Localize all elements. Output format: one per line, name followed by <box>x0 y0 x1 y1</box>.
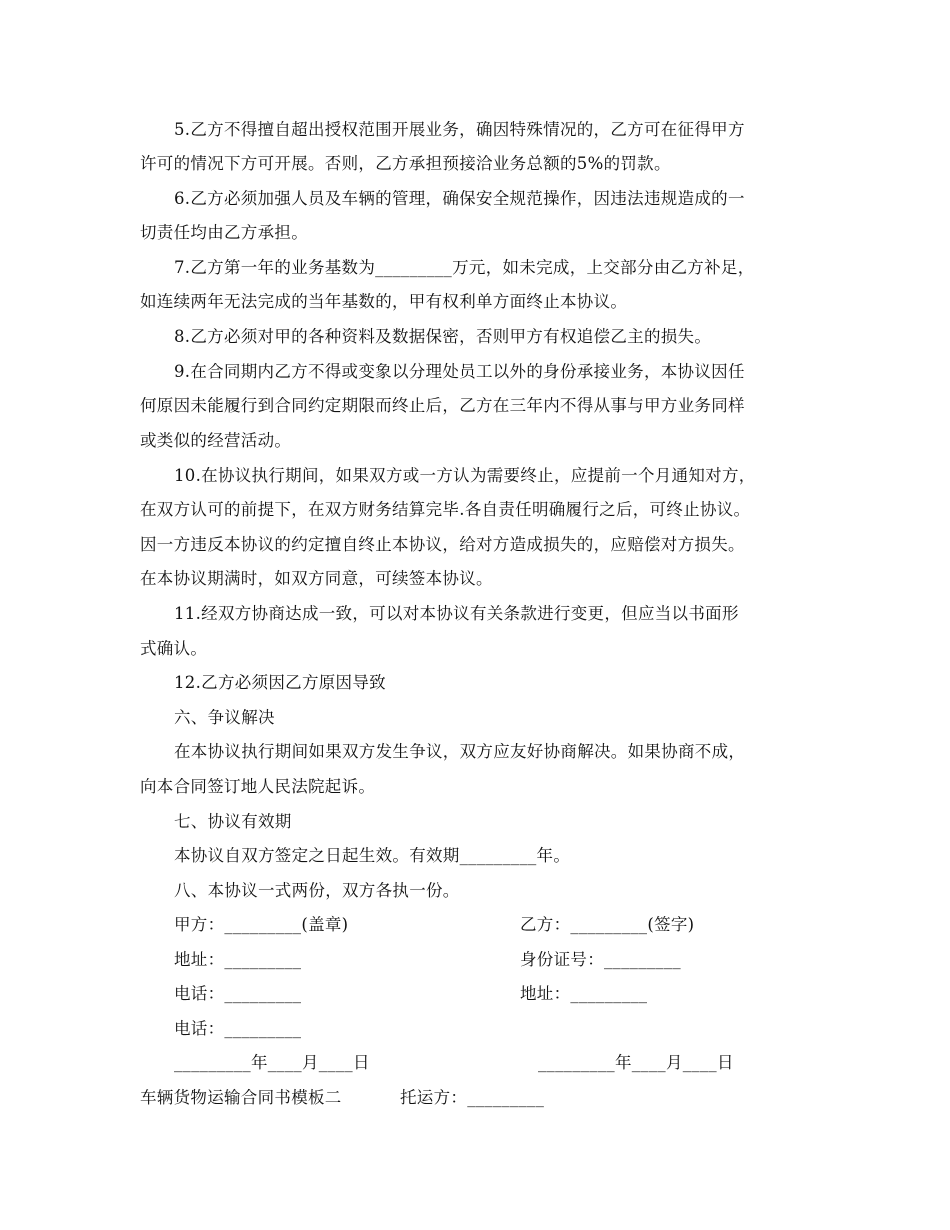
party-b-address: 地址：_________ <box>520 984 648 1003</box>
clause-5-line-1: 5.乙方不得擅自超出授权范围开展业务，确因特殊情况的，乙方可在征得甲方 <box>174 120 745 139</box>
clause-5-line-2: 许可的情况下方可开展。否则，乙方承担预接洽业务总额的5%的罚款。 <box>140 154 671 173</box>
party-a-signature: 甲方：_________(盖章) <box>174 915 349 934</box>
party-b-signature: 乙方：_________(签字) <box>520 915 695 934</box>
clause-11-line-1: 11.经双方协商达成一致，可以对本协议有关条款进行变更，但应当以书面形 <box>174 604 739 623</box>
clause-11-line-2: 式确认。 <box>140 639 208 658</box>
clause-8-line-1: 8.乙方必须对甲的各种资料及数据保密，否则甲方有权追偿乙主的损失。 <box>174 327 712 346</box>
section-7-heading: 七、协议有效期 <box>174 812 292 831</box>
template-title: 车辆货物运输合同书模板二 <box>140 1088 342 1107</box>
clause-9-line-2: 何原因未能履行到合同约定期限而终止后，乙方在三年内不得从事与甲方业务同样 <box>140 396 745 415</box>
section-8-heading: 八、本协议一式两份，双方各执一份。 <box>174 881 460 900</box>
clause-9-line-3: 或类似的经营活动。 <box>140 431 292 450</box>
consignor-field: 托运方：_________ <box>400 1088 545 1107</box>
clause-6-line-2: 切责任均由乙方承担。 <box>140 223 308 242</box>
clause-10-line-3: 因一方违反本协议的约定擅自终止本协议，给对方造成损失的，应赔偿对方损失。 <box>140 535 745 554</box>
clause-6-line-1: 6.乙方必须加强人员及车辆的管理，确保安全规范操作，因违法违规造成的一 <box>174 189 745 208</box>
section-6-line-2: 向本合同签订地人民法院起诉。 <box>140 777 376 796</box>
clause-7-line-1: 7.乙方第一年的业务基数为_________万元，如未完成，上交部分由乙方补足， <box>174 258 755 277</box>
clause-7-line-2: 如连续两年无法完成的当年基数的，甲有权利单方面终止本协议。 <box>140 292 628 311</box>
party-b-id-number: 身份证号：_________ <box>520 950 681 969</box>
clause-10-line-4: 在本协议期满时，如双方同意，可续签本协议。 <box>140 569 493 588</box>
clause-10-line-2: 在双方认可的前提下，在双方财务结算完毕.各自责任明确履行之后，可终止协议。 <box>140 500 751 519</box>
party-a-phone-2: 电话：_________ <box>174 1019 302 1038</box>
section-7-line-1: 本协议自双方签定之日起生效。有效期_________年。 <box>174 846 571 865</box>
clause-12-line-1: 12.乙方必须因乙方原因导致 <box>174 673 386 692</box>
party-a-address: 地址：_________ <box>174 950 302 969</box>
section-6-line-1: 在本协议执行期间如果双方发生争议，双方应友好协商解决。如果协商不成， <box>174 742 746 761</box>
section-6-heading: 六、争议解决 <box>174 708 275 727</box>
clause-10-line-1: 10.在协议执行期间，如果双方或一方认为需要终止，应提前一个月通知对方， <box>174 466 756 485</box>
party-b-date: _________年____月____日 <box>538 1053 734 1072</box>
party-a-date: _________年____月____日 <box>174 1053 370 1072</box>
clause-9-line-1: 9.在合同期内乙方不得或变象以分理处员工以外的身份承接业务，本协议因任 <box>174 362 745 381</box>
party-a-phone: 电话：_________ <box>174 984 302 1003</box>
